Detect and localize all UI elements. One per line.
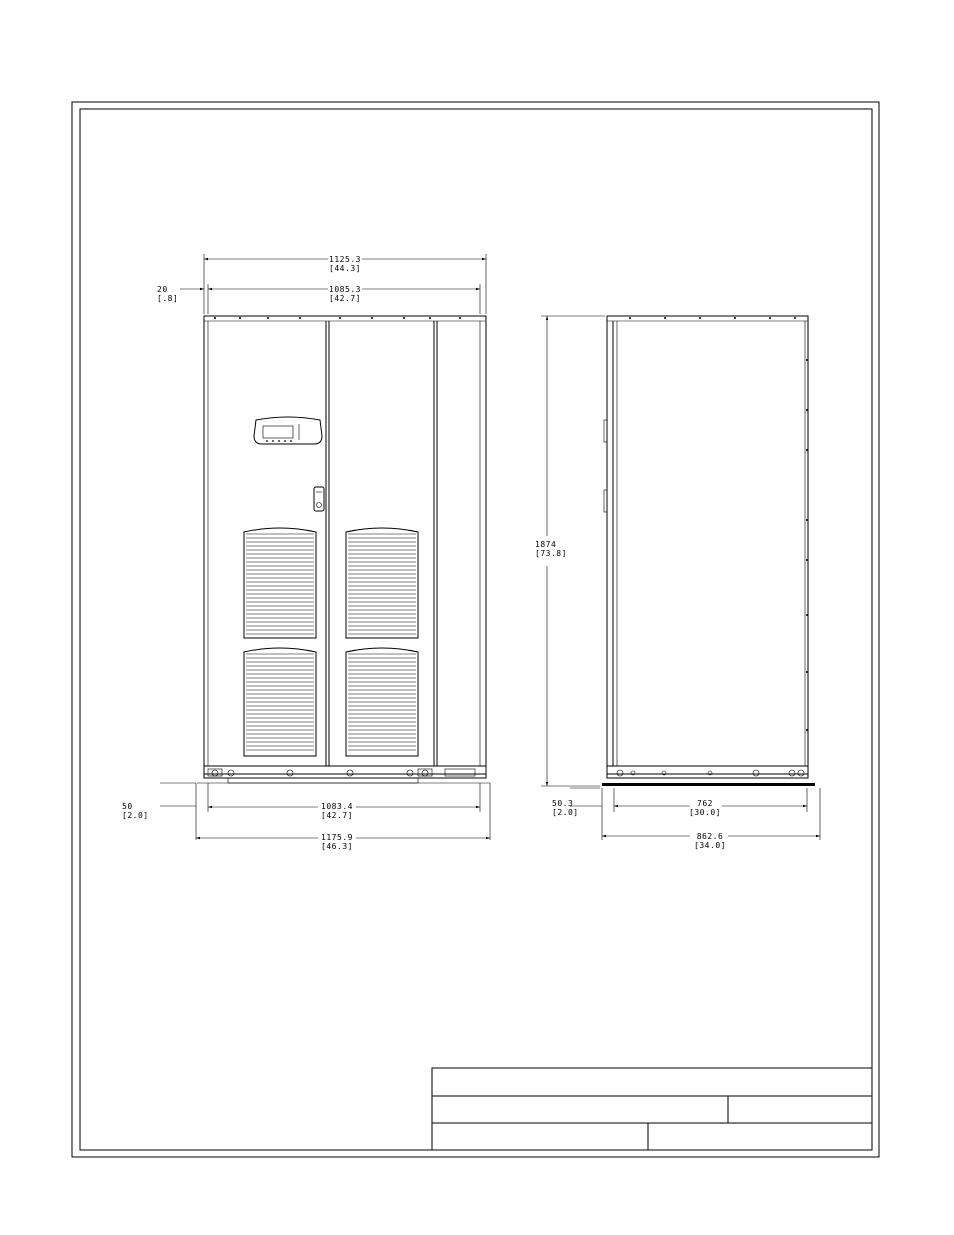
control-panel [254,417,322,444]
dim-side-base-height-mm: 50.3 [552,799,574,808]
side-cabinet-outline [607,316,808,774]
dim-base-height-in: [2.0] [122,811,149,820]
top-fasteners [214,317,461,319]
side-plinth [602,783,815,786]
front-cabinet-outline [204,316,486,774]
side-base-fasteners [617,770,804,776]
dim-side-offset-in: [.8] [157,294,179,303]
dim-panel-width-in: [42.7] [329,294,361,303]
inner-border [80,109,872,1150]
dim-overall-width-in: [44.3] [329,264,361,273]
dim-base-height-mm: 50 [122,802,133,811]
side-dimensions [535,316,820,850]
front-plinth [228,778,418,783]
dim-base-overall-width-mm: 1175.9 [321,833,353,842]
front-dimensions [122,254,490,851]
side-base [607,766,808,778]
dim-overall-depth-mm: 862.6 [696,832,724,841]
title-block [432,1068,872,1150]
dim-side-base-height-in: [2.0] [552,808,579,817]
front-view [197,316,490,783]
dim-overall-width-mm: 1125.3 [329,255,361,264]
dim-side-offset-mm: 20 [157,285,168,294]
side-top-fasteners [629,317,796,319]
side-view [602,316,815,786]
dim-height-mm: 1874 [535,540,557,549]
outer-border [72,102,879,1157]
front-base [204,766,486,778]
dim-panel-width-mm: 1085.3 [329,285,361,294]
dim-base-inner-depth-mm: 762 [697,799,713,808]
dim-base-inner-depth-in: [30.0] [689,808,721,817]
dim-base-inner-width-mm: 1083.4 [321,802,353,811]
vent-grille [346,528,418,638]
base-fasteners [208,769,475,776]
dim-base-overall-width-in: [46.3] [321,842,353,851]
dim-height-in: [73.8] [535,549,567,558]
display-screen [263,426,293,438]
door-handle [314,487,324,511]
dim-base-inner-width-in: [42.7] [321,811,353,820]
control-buttons [266,440,292,442]
vent-grille [244,528,316,638]
dim-overall-depth-in: [34.0] [694,841,726,850]
front-vent-grilles [244,528,418,756]
